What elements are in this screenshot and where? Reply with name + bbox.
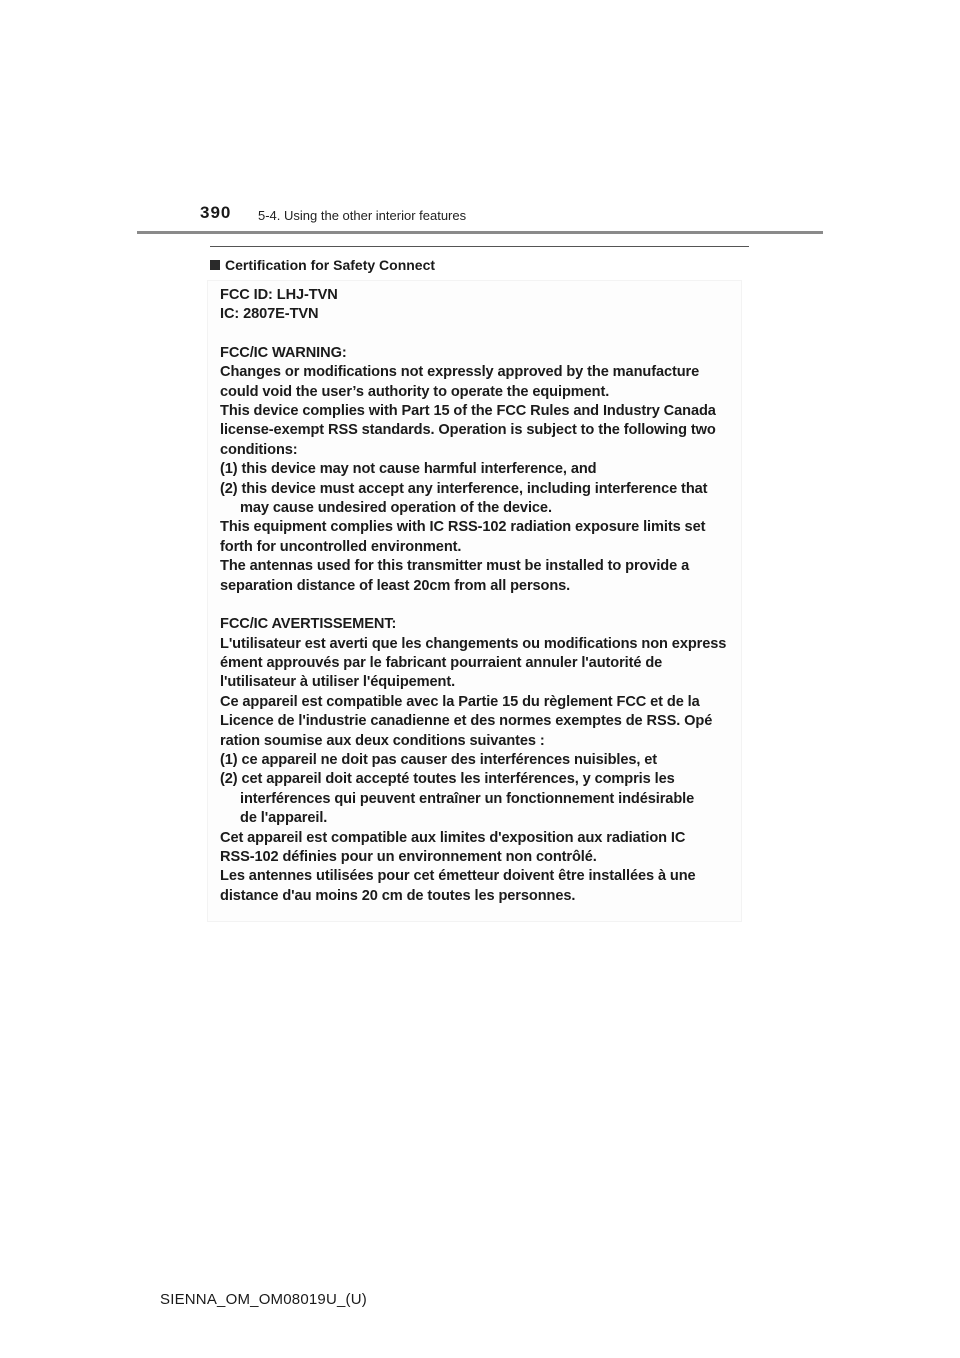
header-divider xyxy=(137,231,823,234)
subheading-divider xyxy=(210,246,749,247)
avertissement-line: ration soumise aux deux conditions suivantes : xyxy=(220,732,545,749)
square-bullet-icon xyxy=(210,260,220,270)
warning-line: This device complies with Part 15 of the FCC Rules and Industry Canada xyxy=(220,403,716,420)
spacer xyxy=(220,596,742,615)
warning-title: FCC/IC WARNING: xyxy=(220,344,347,361)
spacer xyxy=(220,325,742,344)
warning-line: may cause undesired operation of the device. xyxy=(240,500,552,517)
warning-line: Changes or modifications not expressly approved by the manufacture xyxy=(220,364,700,381)
avertissement-line: (2) cet appareil doit accepté toutes les interférences, y compris les xyxy=(220,771,675,788)
section-title: 5-4. Using the other interior features xyxy=(258,208,467,223)
avertissement-line: ément approuvés par le fabricant pourraient annuler l'autorité de xyxy=(220,654,663,671)
warning-line: separation distance of least 20cm from all persons. xyxy=(220,577,571,594)
document-code: SIENNA_OM_OM08019U_(U) xyxy=(160,1291,367,1308)
warning-line: This equipment complies with IC RSS-102 radiation exposure limits set xyxy=(220,519,706,536)
avertissement-line: (1) ce appareil ne doit pas causer des interférences nuisibles, et xyxy=(220,751,658,768)
certification-text xyxy=(220,286,742,906)
warning-line: conditions: xyxy=(220,441,298,458)
avertissement-line: Cet appareil est compatible aux limites d'exposition aux radiation IC xyxy=(220,829,686,846)
avertissement-line: L'utilisateur est averti que les changements ou modifications non express xyxy=(220,635,727,652)
warning-line: (1) this device may not cause harmful interference, and xyxy=(220,461,597,478)
warning-line: license-exempt RSS standards. Operation is subject to the following two xyxy=(220,422,716,439)
warning-line: The antennas used for this transmitter must be installed to provide a xyxy=(220,558,690,575)
page-number: 390 xyxy=(200,203,232,222)
avertissement-line: Licence de l'industrie canadienne et des normes exemptes de RSS. Opé xyxy=(220,713,713,730)
warning-line: could void the user’s authority to operate the equipment. xyxy=(220,383,610,400)
certification-scan xyxy=(207,280,742,922)
avertissement-line: distance d'au moins 20 cm de toutes les personnes. xyxy=(220,887,576,904)
ic-id-line: IC: 2807E-TVN xyxy=(220,306,319,323)
avertissement-line: Ce appareil est compatible avec la Partie 15 du règlement FCC et de la xyxy=(220,693,700,710)
fcc-id-line: FCC ID: LHJ-TVN xyxy=(220,287,338,303)
avertissement-line: interférences qui peuvent entraîner un fonctionnement indésirable xyxy=(240,790,695,807)
avertissement-line: l'utilisateur à utiliser l'équipement. xyxy=(220,674,456,691)
warning-line: forth for uncontrolled environment. xyxy=(220,538,462,555)
avertissement-line: RSS-102 définies pour un environnement non contrôlé. xyxy=(220,848,597,865)
avertissement-line: Les antennes utilisées pour cet émetteur doivent être installées à une xyxy=(220,868,696,885)
subheading-text: Certification for Safety Connect xyxy=(225,257,436,273)
avertissement-title: FCC/IC AVERTISSEMENT: xyxy=(220,616,397,633)
subheading xyxy=(210,257,435,273)
warning-line: (2) this device must accept any interference, including interference that xyxy=(220,480,708,497)
avertissement-line: de l'appareil. xyxy=(240,810,328,827)
